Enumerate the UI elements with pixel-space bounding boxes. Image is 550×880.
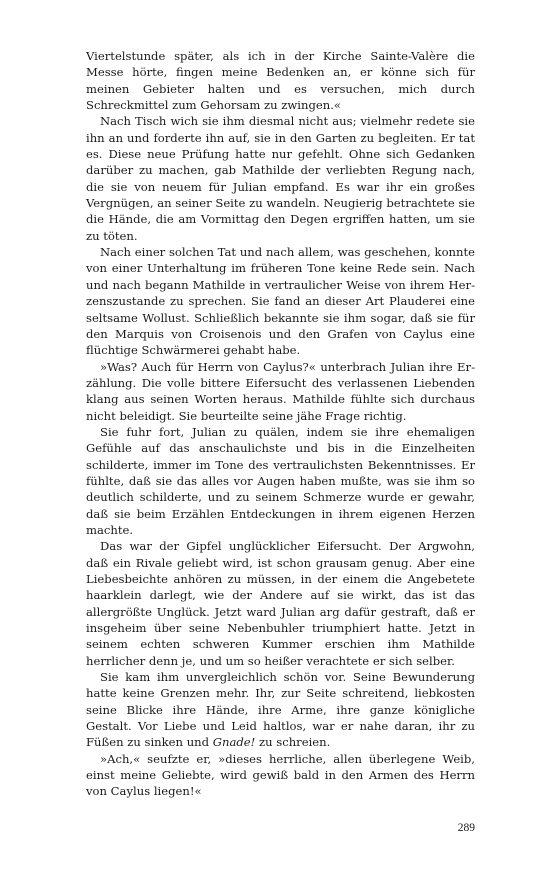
text-run: »Ach,« seufzte er, »dieses herrliche, allen überlegene Weib, einst meine Geliebte, wird gewiß bald in den Armen des Herrn von Caylus liegen!« — [86, 751, 475, 799]
text-run: Das war der Gipfel unglücklicher Eifersucht. Der Argwohn, daß ein Rivale geliebt wird, ist schon grausam genug. Aber eine Liebesbeichte anhören zu müssen, in der einem die Angebetete haarklein darlegt, wie der Andere auf sie wirkt, das ist das allergrößte Unglück. Jetzt ward Julian arg dafür gestraft, daß er insgeheim über seine Nebenbuhler triumphiert hatte. Jetzt in seinem echten schweren Kummer erschien ihm Mathilde herrlicher denn je, und um so heißer verachtete er sich selber. — [86, 539, 475, 668]
text-run: Sie fuhr fort, Julian zu quälen, indem sie ihre ehemaligen Gefühle auf das anschaulichste und bis in die Einzelheiten schilderte, immer im Tone des vertraulichsten Bekenntnisses. Er fühlte, daß sie das alles vor Augen haben mußte, was sie ihm so deutlich schilderte, und zu seinem Schmerze wurde er gewahr, daß sie beim Erzählen Entdeckungen in ihrem eigenen Herzen machte. — [86, 424, 475, 537]
text-run-italic: Gnade! — [212, 735, 256, 750]
paragraph — [86, 113, 475, 244]
body-text — [86, 48, 475, 800]
page-number: 289 — [457, 822, 475, 834]
paragraph — [86, 669, 475, 751]
text-run: Nach einer solchen Tat und nach allem, was geschehen, konnte von einer Unterhaltung im früheren Tone keine Rede sein. Nach und nach begann Mathilde in vertraulicher Weise von ihrem Herzenszustande zu sprechen. Sie fand an dieser Art Plauderei eine seltsame Wollust. Schließlich bekannte sie ihm sogar, daß sie für den Marquis von Croisenois und den Grafen von Caylus eine flüchtige Schwärmerei gehabt habe. — [86, 245, 475, 358]
paragraph — [86, 751, 475, 800]
text-run: Nach Tisch wich sie ihm diesmal nicht aus; vielmehr redete sie ihn an und forderte ihn auf, sie in den Garten zu begleiten. Er tat es. Diese neue Prüfung hatte nur gefehlt. Ohne sich Gedanken darüber zu machen, gab Mathilde der verliebten Regung nach, die sie von neuem für Julian empfand. Es war ihr ein großes Vergnügen, an seiner Seite zu wandeln. Neugierig betrachtete sie die Hände, die am Vormittag den Degen ergriffen hatten, um sie zu töten. — [86, 114, 475, 243]
paragraph — [86, 244, 475, 358]
text-run: zu schreien. — [255, 735, 331, 750]
text-run: Sie kam ihm unvergleichlich schön vor. Seine Bewunderung hatte keine Grenzen mehr. Ihr, zur Seite schreitend, liebkosten seine Blicke ihre Hände, ihre Arme, ihre ganze königliche Gestalt. Vor Liebe und Leid haltlos, war er nahe daran, ihr zu Füßen zu sinken und — [86, 670, 475, 750]
text-run: »Was? Auch für Herrn von Caylus?« unterbrach Julian ihre Erzählung. Die volle bittere Eifersucht des verlassenen Liebenden klang aus seinen Worten heraus. Mathilde fühlte sich durchaus nicht beleidigt. Sie beurteilte seine jähe Frage richtig. — [86, 359, 475, 423]
paragraph — [86, 48, 475, 113]
text-run: Viertelstunde später, als ich in der Kirche Sainte-Valère die Messe hörte, fingen meine Bedenken an, er könne sich für meinen Gebieter halten und es versuchen, mich durch Schreckmittel zum Gehorsam zu zwingen.« — [86, 49, 475, 113]
paragraph — [86, 424, 475, 538]
paragraph — [86, 538, 475, 669]
paragraph — [86, 359, 475, 424]
